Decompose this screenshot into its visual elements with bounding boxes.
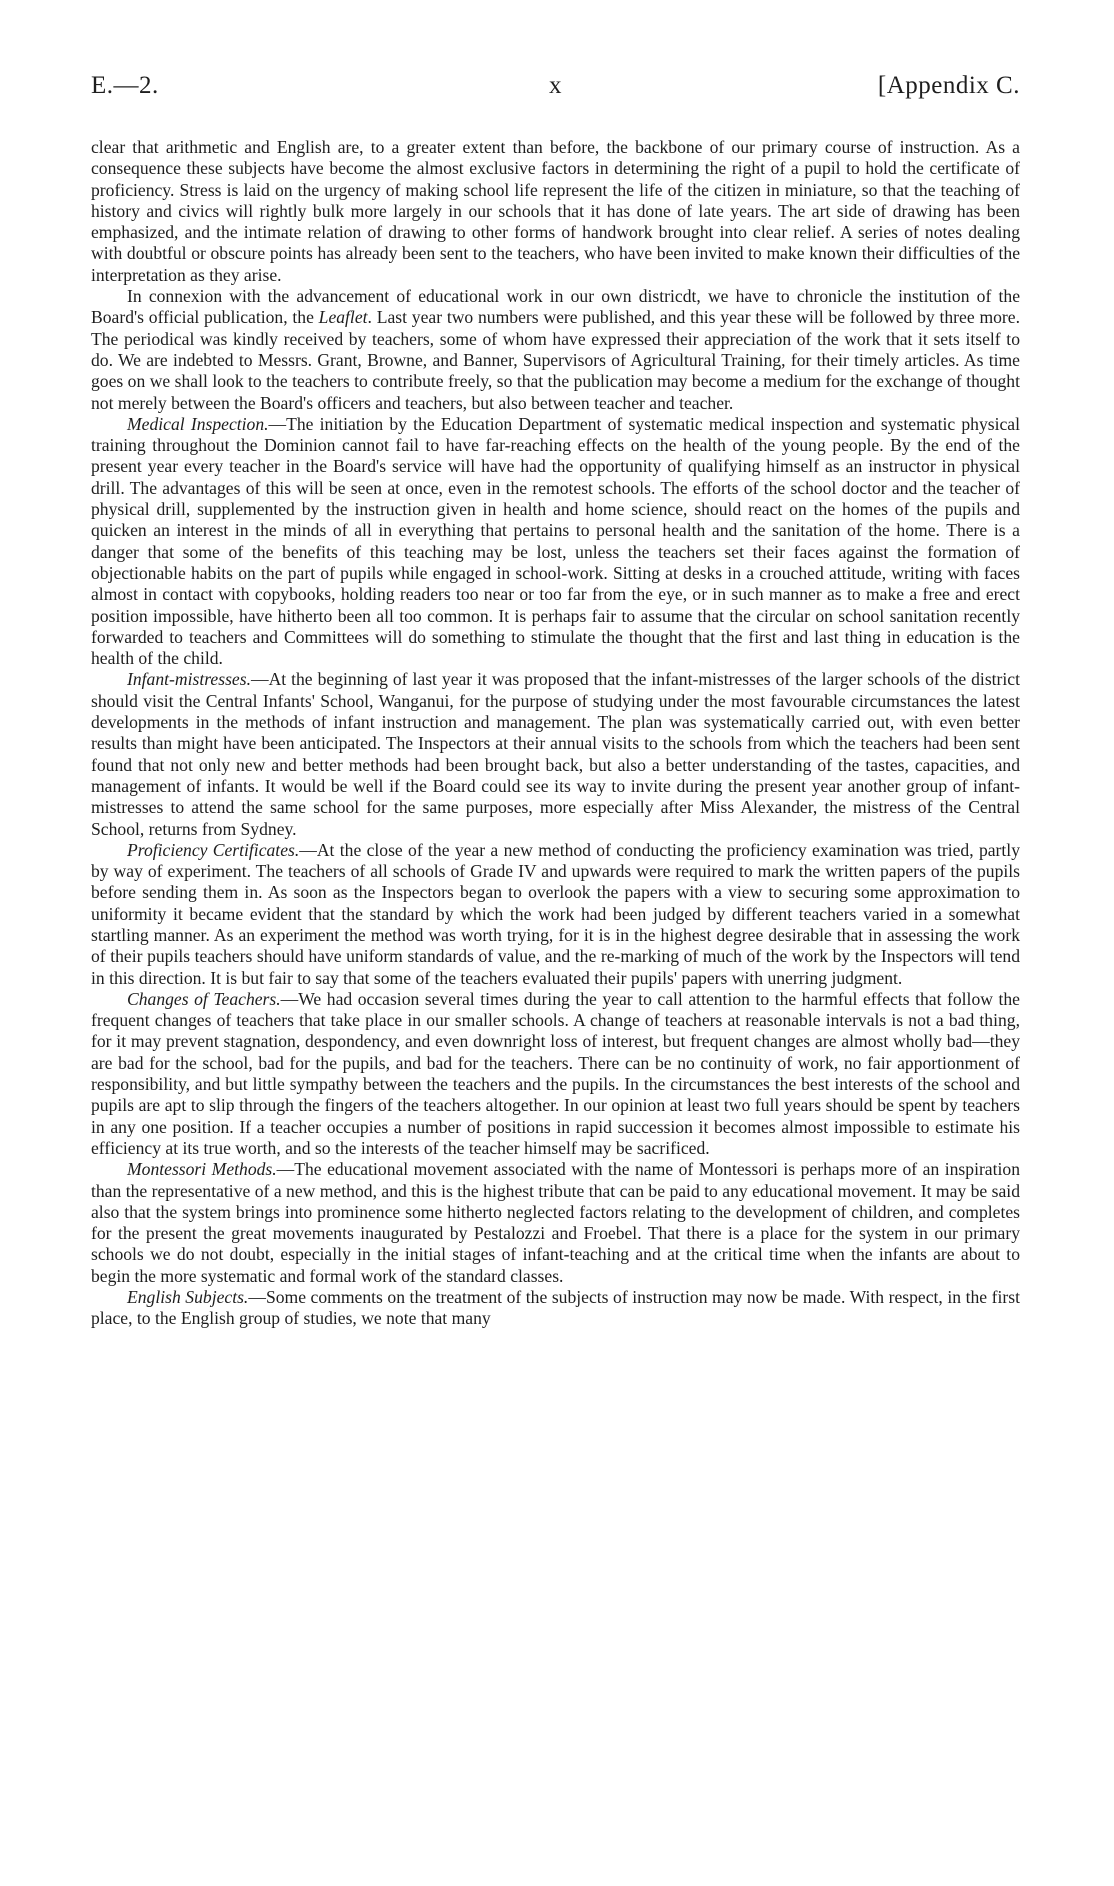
paragraph-leaflet [91, 286, 1020, 414]
publication-title: Leaflet [318, 307, 368, 328]
page-header [91, 72, 1020, 106]
paragraph-text: —We had occasion several times during the year to call attention to the harmful effects that follow the frequent changes of teachers that take place in our smaller schools. A change of teachers at reasonable intervals is not a bad thing, for it may prevent stagnation, despondency, and even downright loss of interest, but frequent changes are almost wholly bad—they are bad for the school, bad for the pupils, and bad for the teachers. There can be no continuity of work, no fair apportionment of responsibility, and but little sympathy between the teachers and the pupils. In the circumstances the best interests of the school and pupils are apt to slip through the fingers of the teachers altogether. In our opinion at least two full years should be spent by teachers in any one position. If a teacher occupies a number of positions in rapid succession it becomes almost impossible to estimate his efficiency at its true worth, and so the interests of the teacher himself may be sacrificed. [91, 988, 1020, 1158]
section-heading: Proficiency Certificates. [127, 839, 300, 860]
paragraph-medical-inspection [91, 414, 1020, 670]
paragraph-proficiency-certificates [91, 840, 1020, 989]
section-heading: Montessori Methods. [127, 1159, 277, 1180]
paragraph-text: —At the beginning of last year it was proposed that the infant-mistresses of the larger schools of the district should visit the Central Infants' School, Wanganui, for the purpose of studying under the most favourable circumstances the latest developments in the methods of infant instruction and management. The plan was systematically carried out, with even better results than might have been anticipated. The Inspectors at their annual visits to the schools from which the teachers had been sent found that not only new and better methods had been brought back, but also a better understanding of the tastes, capacities, and management of infants. It would be well if the Board could see its way to invite during the present year another group of infant-mistresses to attend the same school for the same purposes, more especially after Miss Alexander, the mistress of the Central School, returns from Sydney. [91, 669, 1020, 839]
paragraph-changes-of-teachers [91, 989, 1020, 1159]
paragraph-infant-mistresses [91, 669, 1020, 839]
section-heading: Medical Inspection. [127, 413, 269, 434]
paragraph-text: . Last year two numbers were published, and this year these will be followed by three more. The periodical was kindly received by teachers, some of whom have expressed their appreciation of the work that it sets itself to do. We are indebted to Messrs. Grant, Browne, and Banner, Supervisors of Agricultural Training, for their timely articles. As time goes on we shall look to the teachers to contribute freely, so that the publication may become a medium for the exchange of thought not merely between the Board's officers and teachers, but also between teacher and teacher. [91, 307, 1020, 413]
header-page-number: x [549, 72, 562, 99]
paragraph-text: In connexion with the advancement of educational work in our own districdt, we have to chronicle the institution of the Board's official publication, the [91, 286, 1020, 328]
paragraph-text: —The educational movement associated with the name of Montessori is perhaps more of an inspiration than the representative of a new method, and this is the highest tribute that can be paid to any educational movement. It may be said also that the system brings into prominence some hitherto neglected factors relating to the development of children, and completes for the present the great movements inaugurated by Pestalozzi and Froebel. That there is a place for the system in our primary schools we do not doubt, especially in the initial stages of infant-teaching and at the critical time when the infants are about to begin the more systematic and formal work of the standard classes. [91, 1159, 1020, 1286]
paragraph-text: —At the close of the year a new method of conducting the proficiency examination was tried, partly by way of experiment. The teachers of all schools of Grade IV and upwards were required to mark the written papers of the pupils before sending them in. As soon as the Inspectors began to overlook the papers with a view to securing some approximation to uniformity it became evident that the standard by which the work had been judged by different teachers varied in a somewhat startling manner. As an experiment the method was worth trying, for it is in the highest degree desirable that in assessing the work of their pupils teachers should have uniform standards of value, and the re-marking of much of the work by the Inspectors will tend in this direction. It is but fair to say that some of the teachers evaluated their pupils' papers with unerring judgment. [91, 839, 1020, 988]
paragraph-montessori-methods [91, 1159, 1020, 1287]
header-appendix-label: [Appendix C. [877, 72, 1020, 99]
section-heading: Infant-mistresses. [127, 669, 251, 690]
section-heading: English Subjects. [127, 1287, 249, 1308]
header-report-code: E.—2. [91, 72, 159, 99]
section-heading: Changes of Teachers. [127, 988, 281, 1009]
paragraph-english-subjects [91, 1287, 1020, 1330]
paragraph-opening [91, 137, 1020, 286]
paragraph-text: clear that arithmetic and English are, to a greater extent than before, the backbone of our primary course of instruction. As a consequence these subjects have become the almost exclusive factors in determining the right of a pupil to hold the certificate of proficiency. Stress is laid on the urgency of making school life represent the life of the citizen in miniature, so that the teaching of history and civics will rightly bulk more largely in our schools that it has done of late years. The art side of drawing has been emphasized, and the intimate relation of drawing to other forms of handwork brought into clear relief. A series of notes dealing with doubtful or obscure points has already been sent to the teachers, who have been invited to make known their difficulties of the interpretation as they arise. [91, 137, 1020, 285]
paragraph-text: —The initiation by the Education Department of systematic medical inspection and systematic physical training throughout the Dominion cannot fail to have far-reaching effects on the health of the young people. By the end of the present year every teacher in the Board's service will have had the opportunity of qualifying himself as an instructor in physical drill. The advantages of this will be seen at once, even in the remotest schools. The efforts of the school doctor and the teacher of physical drill, supplemented by the instruction given in health and home science, should react on the homes of the pupils and quicken an interest in the minds of all in everything that pertains to personal health and the sanitation of the home. There is a danger that some of the benefits of this teaching may be lost, unless the teachers set their faces against the formation of objectionable habits on the part of pupils while engaged in school-work. Sitting at desks in a crouched attitude, writing with faces almost in contact with copybooks, holding readers too near or too far from the eye, or in such manner as to make a free and erect position impossible, have hitherto been all too common. It is perhaps fair to assume that the circular on school sanitation recently forwarded to teachers and Committees will do something to stimulate the thought that the first and last thing in education is the health of the child. [91, 413, 1020, 669]
body-text [91, 137, 1020, 1330]
paragraph-text: —Some comments on the treatment of the subjects of instruction may now be made. With respect, in the first place, to the English group of studies, we note that many [91, 1287, 1020, 1329]
